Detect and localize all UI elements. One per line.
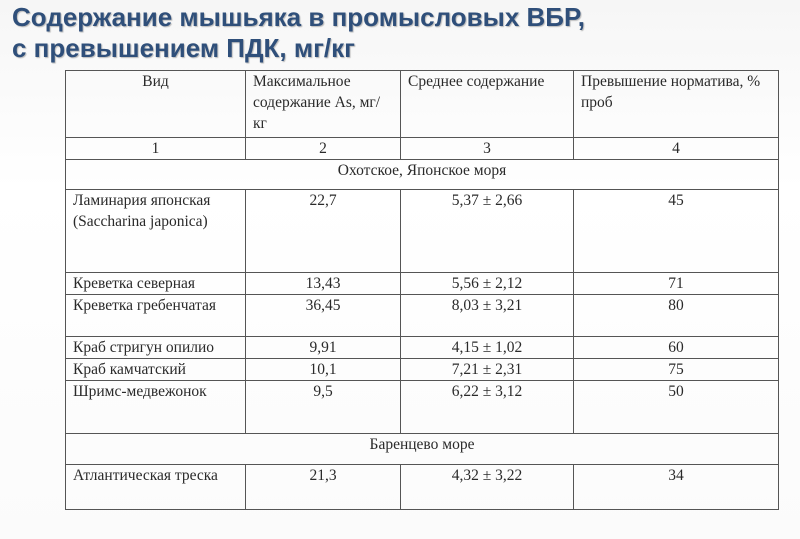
table-row	[66, 190, 779, 273]
header-max-content: Максимальное содержание As, мг/кг	[246, 71, 401, 138]
exceed-cell: 45	[574, 190, 779, 273]
header-species: Вид	[66, 71, 246, 138]
table-row	[66, 359, 779, 381]
section-label: Охотское, Японское моря	[66, 160, 779, 190]
exceed-cell: 34	[574, 465, 779, 510]
section-row-barents	[66, 434, 779, 465]
table-row	[66, 381, 779, 434]
table-row	[66, 273, 779, 295]
column-number: 1	[66, 138, 246, 160]
max-cell: 10,1	[246, 359, 401, 381]
species-cell: Шримс-медвежонок	[66, 381, 246, 434]
species-cell: Краб стригун опилио	[66, 337, 246, 359]
exceed-cell: 75	[574, 359, 779, 381]
species-cell: Креветка гребенчатая	[66, 295, 246, 337]
column-number: 4	[574, 138, 779, 160]
mean-cell: 4,15 ± 1,02	[401, 337, 574, 359]
column-number: 2	[246, 138, 401, 160]
mean-cell: 6,22 ± 3,12	[401, 381, 574, 434]
column-number-row	[66, 138, 779, 160]
mean-cell: 5,37 ± 2,66	[401, 190, 574, 273]
section-row-okhotsk-japan	[66, 160, 779, 190]
max-cell: 21,3	[246, 465, 401, 510]
exceed-cell: 60	[574, 337, 779, 359]
table-row	[66, 295, 779, 337]
max-cell: 22,7	[246, 190, 401, 273]
species-cell: Креветка северная	[66, 273, 246, 295]
exceed-cell: 50	[574, 381, 779, 434]
mean-cell: 7,21 ± 2,31	[401, 359, 574, 381]
species-cell: Ламинария японская (Saccharina japonica)	[66, 190, 246, 273]
max-cell: 9,5	[246, 381, 401, 434]
mean-cell: 5,56 ± 2,12	[401, 273, 574, 295]
table-header-row	[66, 71, 779, 138]
arsenic-table	[65, 70, 779, 510]
title-line-2: с превышением ПДК, мг/кг	[12, 33, 355, 63]
slide-title	[12, 2, 792, 64]
table-row	[66, 465, 779, 510]
species-cell: Краб камчатский	[66, 359, 246, 381]
title-line-1: Содержание мышьяка в промысловых ВБР,	[12, 2, 585, 32]
species-cell: Атлантическая треска	[66, 465, 246, 510]
mean-cell: 8,03 ± 3,21	[401, 295, 574, 337]
exceed-cell: 71	[574, 273, 779, 295]
section-label: Баренцево море	[66, 434, 779, 465]
header-exceedance: Превышение норматива, % проб	[574, 71, 779, 138]
max-cell: 9,91	[246, 337, 401, 359]
exceed-cell: 80	[574, 295, 779, 337]
max-cell: 36,45	[246, 295, 401, 337]
header-mean-content: Среднее содержание	[401, 71, 574, 138]
max-cell: 13,43	[246, 273, 401, 295]
mean-cell: 4,32 ± 3,22	[401, 465, 574, 510]
table-row	[66, 337, 779, 359]
column-number: 3	[401, 138, 574, 160]
